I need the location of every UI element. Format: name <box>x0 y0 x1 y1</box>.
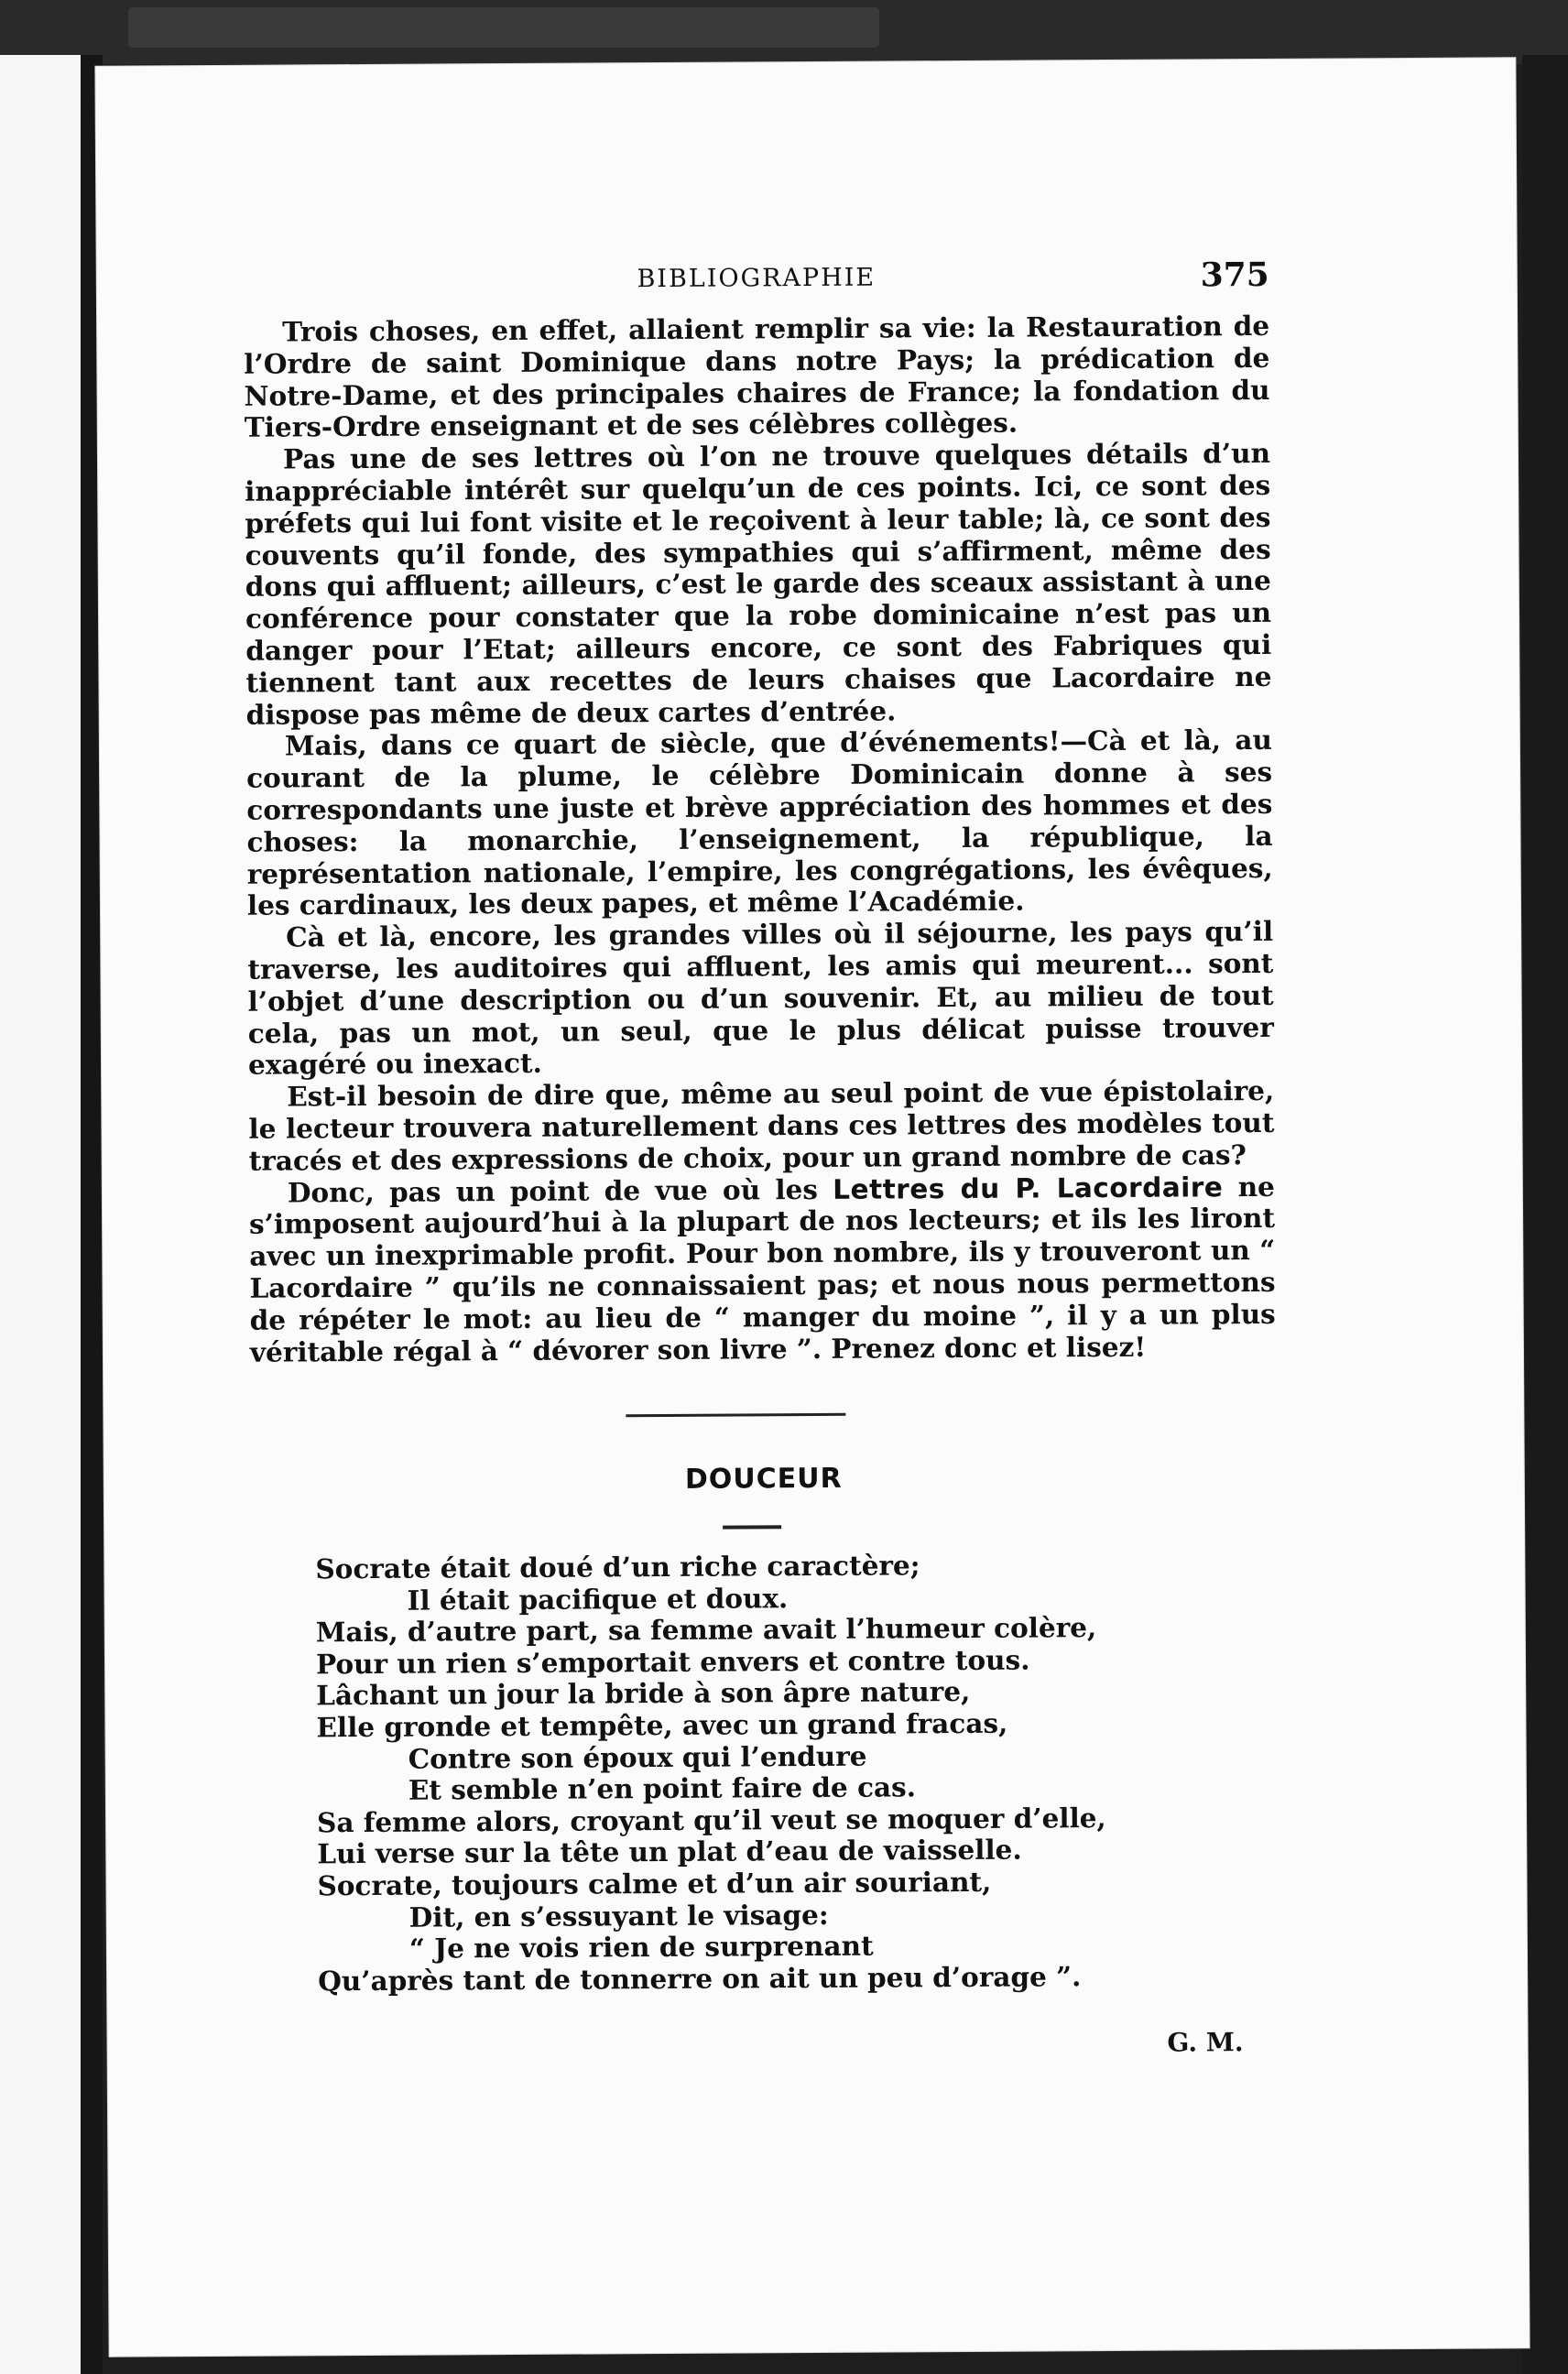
paragraph-text: Donc, pas un point de vue où les <box>287 1172 819 1209</box>
paragraph <box>249 1171 1276 1368</box>
poem <box>315 1548 1197 1997</box>
paragraph-text: ne s’imposent aujourd’hui à la plupart de nos lecteurs; et ils les liront avec un inexprimable profit. Pour bon nombre, ils y trouveront un “ Lacordaire ” qu’ils ne connaissaient pas; et nous nous permettons de répéter le mot: au lieu de “ manger du moine ”, il y a un plus véritable régal à “ dévorer son livre ”. Prenez donc et lisez! <box>248 1170 1276 1368</box>
poem-line: Socrate, toujours calme et d’un air souriant, <box>317 1865 992 1902</box>
poem-line: Lâchant un jour la bride à son âpre nature, <box>316 1675 971 1712</box>
poem-line: Dit, en s’essuyant le visage: <box>408 1898 829 1933</box>
poem-line: “ Je ne vois rien de surprenant <box>408 1929 874 1965</box>
poem-line: Qu’après tant de tonnerre on ait un peu d’orage ”. <box>318 1959 1082 1998</box>
poem-line: Elle gronde et tempête, avec un grand fracas, <box>316 1706 1008 1744</box>
paragraph: Mais, dans ce quart de siècle, que d’événements!—Cà et là, au courant de la plume, le célèbre Dominicain donne à ses correspondants une juste et brève appréciation des hommes et des choses: la monarchie, l’enseignement, la république, la représentation nationale, l’empire, les congrégations, les évêques, les cardinaux, les deux papes, et même l’Académie. <box>246 724 1273 922</box>
title-underline <box>723 1525 781 1529</box>
paragraph: Cà et là, encore, les grandes villes où il séjourne, les pays qu’il traverse, les auditoires qui affluent, les amis qui meurent... sont l’objet d’une description ou d’un souvenir. Et, au milieu de tout cela, pas un mot, un seul, que le plus délicat puisse trouver exagéré ou inexact. <box>247 915 1274 1082</box>
book-page <box>95 58 1529 2356</box>
poem-line: Pour un rien s’emportait envers et contre tous. <box>315 1643 1030 1681</box>
poem-line: Socrate était doué d’un riche caractère; <box>315 1549 920 1585</box>
page-number: 375 <box>1200 255 1269 295</box>
paragraph: Trois choses, en effet, allaient remplir sa vie: la Restauration de l’Ordre de saint Dominique dans notre Pays; la prédication de Notre-Dame, et des principales chaires de France; la fondation du Tiers-Ordre enseignant et de ses célèbres collèges. <box>244 309 1270 444</box>
running-title: BIBLIOGRAPHIE <box>637 263 877 294</box>
facing-page-edge <box>0 55 81 2374</box>
author-initials: G. M. <box>1167 2027 1244 2058</box>
poem-line: Lui verse sur la tête un plat d’eau de vaisselle. <box>317 1833 1022 1870</box>
poem-line: Contre son époux qui l’endure <box>408 1739 867 1775</box>
running-header <box>244 256 1269 299</box>
section-divider <box>626 1413 845 1417</box>
paragraph: Est-il besoin de dire que, même au seul point de vue épistolaire, le lecteur trouvera naturellement dans ces lettres des modèles tout tracés et des expressions de choix, pour un grand nombre de cas? <box>248 1074 1275 1177</box>
scan-border-right <box>1522 55 1568 2374</box>
poem-line: Il était pacifique et doux. <box>407 1581 789 1617</box>
scan-edge-strip <box>128 7 879 48</box>
paragraph: Pas une de ses lettres où l’on ne trouve quelques détails d’un inappréciable intérêt sur quelqu’un de ces points. Ici, ce sont des préfets qui lui font visite et le reçoivent à leur table; là, ce sont des couvents qu’il fonde, des sympathies qui s’affirment, même des dons qui affluent; ailleurs, c’est le garde des sceaux assistant à une conférence pour constater que la robe dominicaine n’est pas un danger pour l’Etat; ailleurs encore, ce sont des Fabriques qui tiennent tant aux recettes de leurs chaises que Lacordaire ne dispose pas même de deux cartes d’entrée. <box>245 437 1272 731</box>
poem-line: Et semble n’en point faire de cas. <box>408 1770 917 1806</box>
poem-line: Sa femme alors, croyant qu’il veut se moquer d’elle, <box>316 1801 1106 1839</box>
book-title: Lettres du P. Lacordaire <box>833 1171 1224 1205</box>
poem-title: DOUCEUR <box>684 1462 843 1496</box>
review-text <box>244 310 1276 1368</box>
poem-line: Mais, d’autre part, sa femme avait l’humeur colère, <box>315 1611 1097 1649</box>
